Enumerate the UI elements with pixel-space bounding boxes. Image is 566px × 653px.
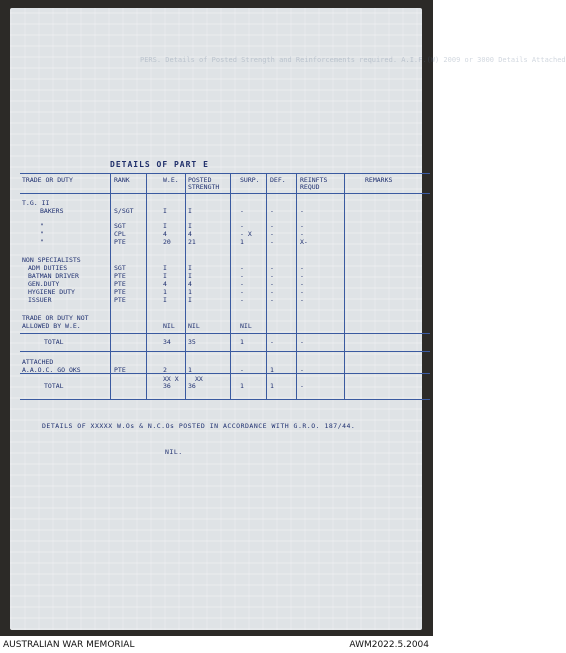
table-cell: 1 <box>240 382 244 390</box>
table-cell: NIL <box>188 322 200 330</box>
table-cell: - <box>270 207 274 215</box>
table-cell: 1 <box>270 366 274 374</box>
part-heading: DETAILS OF PART E <box>110 160 209 169</box>
table-cell: " <box>40 222 44 230</box>
table-cell: 1 <box>240 238 244 246</box>
table-cell: A.A.O.C. GO OKS <box>22 366 81 374</box>
table-cell: ALLOWED BY W.E. <box>22 322 81 330</box>
nil-note: NIL. <box>165 448 183 456</box>
table-cell: 1 <box>163 288 167 296</box>
table-cell: I <box>188 296 192 304</box>
table-cell: - <box>270 230 274 238</box>
table-cell: - <box>240 222 244 230</box>
table-cell: 4 <box>188 230 192 238</box>
table-cell: 1 <box>188 288 192 296</box>
table-cell: NON SPECIALISTS <box>22 256 81 264</box>
table-cell: - <box>300 272 304 280</box>
column-header: SURP. <box>240 176 260 184</box>
table-cell: 21 <box>188 238 196 246</box>
table-cell: TOTAL <box>44 382 64 390</box>
table-cell: SGT <box>114 222 126 230</box>
table-cell: - <box>300 382 304 390</box>
table-cell: 4 <box>163 230 167 238</box>
table-cell: I <box>163 264 167 272</box>
table-cell: PTE <box>114 296 126 304</box>
table-cell: CPL <box>114 230 126 238</box>
strength-table <box>20 173 430 403</box>
table-cell: - <box>240 207 244 215</box>
table-cell: ATTACHED <box>22 358 54 366</box>
table-cell: - <box>240 366 244 374</box>
table-cell: - <box>270 280 274 288</box>
table-cell: GEN.DUTY <box>28 280 60 288</box>
table-cell: 1 <box>270 382 274 390</box>
table-cell: - <box>300 264 304 272</box>
table-cell: - <box>270 288 274 296</box>
table-cell: 4 <box>163 280 167 288</box>
table-cell: NIL <box>240 322 252 330</box>
column-header: RANK <box>114 176 130 184</box>
document-page <box>10 8 566 630</box>
table-cell: I <box>188 272 192 280</box>
table-cell: - <box>270 222 274 230</box>
struck-out-text: XX <box>195 375 203 383</box>
table-cell: - <box>270 296 274 304</box>
table-cell: I <box>163 222 167 230</box>
table-cell: 1 <box>240 338 244 346</box>
footer-accession: AWM2022.5.2004 <box>349 640 429 650</box>
table-cell: I <box>163 272 167 280</box>
table-cell: - <box>300 207 304 215</box>
table-cell: HYGIENE DUTY <box>28 288 75 296</box>
table-cell: - <box>300 280 304 288</box>
table-cell: PTE <box>114 288 126 296</box>
table-cell: - X <box>240 230 252 238</box>
table-cell: TRADE OR DUTY NOT <box>22 314 89 322</box>
column-header: REINFTS REQUD <box>300 176 328 191</box>
column-header: DEF. <box>270 176 286 184</box>
table-cell: 1 <box>188 366 192 374</box>
table-cell: 34 <box>163 338 171 346</box>
footer-institution: AUSTRALIAN WAR MEMORIAL <box>3 640 135 650</box>
table-cell: - <box>300 338 304 346</box>
table-cell: - <box>240 288 244 296</box>
table-cell: I <box>188 222 192 230</box>
table-cell: " <box>40 238 44 246</box>
table-cell: BAKERS <box>40 207 64 215</box>
table-cell: PTE <box>114 238 126 246</box>
table-cell: - <box>270 338 274 346</box>
table-cell: I <box>188 264 192 272</box>
table-cell: - <box>270 264 274 272</box>
table-cell: 35 <box>188 338 196 346</box>
table-cell: BATMAN DRIVER <box>28 272 79 280</box>
table-cell: 2 <box>163 366 167 374</box>
table-cell: TOTAL <box>44 338 64 346</box>
table-cell: ADM DUTIES <box>28 264 68 272</box>
table-cell: ISSUER <box>28 296 52 304</box>
table-cell: " <box>40 230 44 238</box>
column-header: REMARKS <box>365 176 393 184</box>
table-cell: PTE <box>114 366 126 374</box>
table-cell: - <box>300 288 304 296</box>
table-cell: 20 <box>163 238 171 246</box>
table-cell: PTE <box>114 280 126 288</box>
table-cell: - <box>300 222 304 230</box>
bleed-through-text: PERS. Details of Posted Strength and Reinforcements required. A.I.F.(W) 2009 or 3000 Details Attached <box>140 56 566 64</box>
table-cell: PTE <box>114 272 126 280</box>
table-cell: SGT <box>114 264 126 272</box>
table-cell: 36 <box>163 382 171 390</box>
table-cell: - <box>270 238 274 246</box>
table-cell: S/SGT <box>114 207 134 215</box>
table-cell: T.G. II <box>22 199 50 207</box>
table-cell: - <box>240 264 244 272</box>
column-header: POSTED STRENGTH <box>188 176 220 191</box>
table-cell: X- <box>300 238 308 246</box>
table-cell: I <box>163 207 167 215</box>
table-cell: 36 <box>188 382 196 390</box>
struck-out-text: XX X <box>163 375 179 383</box>
column-header: TRADE OR DUTY <box>22 176 73 184</box>
table-cell: - <box>240 280 244 288</box>
table-cell: I <box>163 296 167 304</box>
footnote: DETAILS OF XXXXX W.Os & N.C.Os POSTED IN ACCORDANCE WITH G.R.O. 187/44. <box>42 422 356 430</box>
table-cell: - <box>240 272 244 280</box>
table-cell: - <box>270 272 274 280</box>
table-cell: - <box>300 230 304 238</box>
column-header: W.E. <box>163 176 179 184</box>
table-cell: I <box>188 207 192 215</box>
table-cell: - <box>240 296 244 304</box>
table-cell: - <box>300 366 304 374</box>
table-cell: NIL <box>163 322 175 330</box>
table-cell: 4 <box>188 280 192 288</box>
table-cell: - <box>300 296 304 304</box>
